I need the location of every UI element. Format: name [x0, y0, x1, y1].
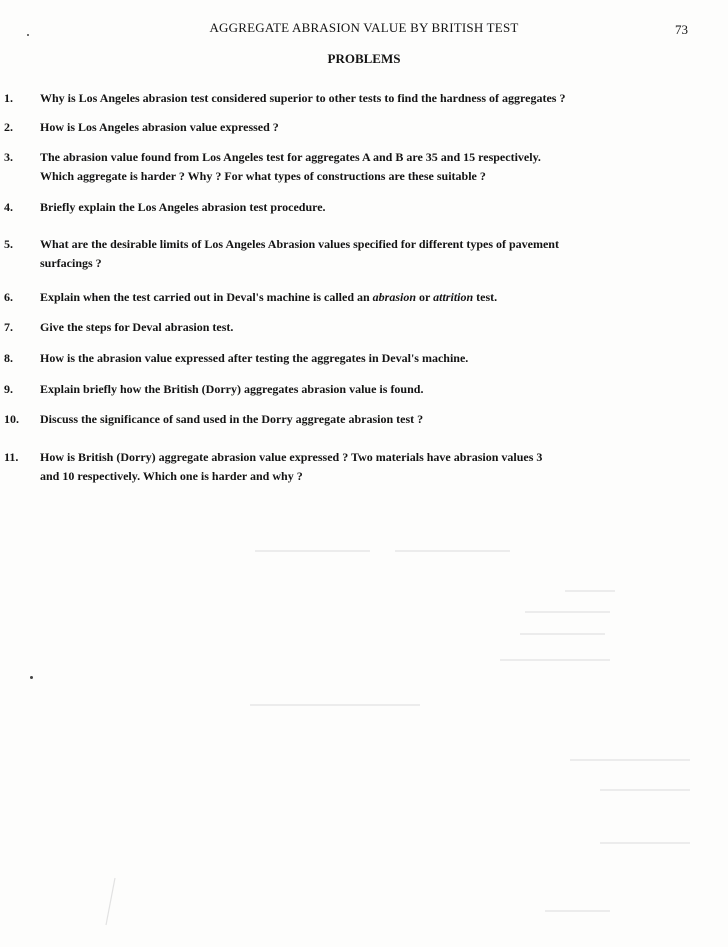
problem-line: surfacings ?	[40, 256, 102, 270]
problem-text	[40, 349, 690, 368]
problem-line: Why is Los Angeles abrasion test considered superior to other tests to find the hardness of aggregates ?	[40, 91, 566, 105]
problem-line: and 10 respectively. Which one is harder and why ?	[40, 469, 303, 483]
problem-number: 3.	[4, 150, 13, 164]
problem-text	[40, 118, 690, 137]
speck	[30, 676, 33, 679]
problem-text	[40, 448, 690, 486]
problem-number: 11.	[4, 450, 19, 464]
problem-line	[40, 288, 690, 307]
problem-number: 4.	[4, 200, 13, 214]
problem-line: How is Los Angeles abrasion value expressed ?	[40, 120, 279, 134]
problem-line: Give the steps for Deval abrasion test.	[40, 320, 234, 334]
problem-line: Explain briefly how the British (Dorry) aggregates abrasion value is found.	[40, 382, 424, 396]
problem-text	[40, 235, 690, 273]
section-heading: PROBLEMS	[327, 51, 401, 66]
running-title: AGGREGATE ABRASION VALUE BY BRITISH TEST	[209, 20, 519, 35]
problem-number: 10.	[4, 412, 19, 426]
problem-text	[40, 410, 690, 429]
problem-text	[40, 380, 690, 399]
problem-line: Briefly explain the Los Angeles abrasion test procedure.	[40, 200, 326, 214]
problem-text	[40, 318, 690, 337]
problem-text-before: Explain when the test carried out in Deval's machine is called an	[40, 290, 373, 304]
problem-number: 8.	[4, 351, 13, 365]
problem-text	[40, 288, 690, 307]
problem-line: What are the desirable limits of Los Angeles Abrasion values specified for different types of pavement	[40, 237, 559, 251]
problem-line: How is British (Dorry) aggregate abrasion value expressed ? Two materials have abrasion values 3	[40, 450, 543, 464]
problem-line: Which aggregate is harder ? Why ? For what types of constructions are these suitable ?	[40, 169, 486, 183]
emphasis-abrasion: abrasion	[372, 290, 417, 304]
page-number: 73	[675, 22, 688, 37]
problem-number: 9.	[4, 382, 13, 396]
problem-line: Discuss the significance of sand used in the Dorry aggregate abrasion test ?	[40, 412, 424, 426]
problem-text	[40, 148, 690, 186]
running-header	[0, 20, 728, 40]
problem-text	[40, 89, 690, 108]
problem-line: The abrasion value found from Los Angeles test for aggregates A and B are 35 and 15 respectively.	[40, 150, 541, 164]
problem-line: How is the abrasion value expressed after testing the aggregates in Deval's machine.	[40, 351, 469, 365]
problem-text-after: test.	[473, 290, 498, 304]
problem-number: 7.	[4, 320, 13, 334]
emphasis-attrition: attrition	[433, 290, 474, 304]
problem-number: 6.	[4, 290, 13, 304]
problem-text	[40, 198, 690, 217]
problem-number: 5.	[4, 237, 13, 251]
problem-text-mid: or	[416, 290, 434, 304]
speck	[27, 34, 29, 36]
problem-number: 1.	[4, 91, 13, 105]
problem-number: 2.	[4, 120, 13, 134]
